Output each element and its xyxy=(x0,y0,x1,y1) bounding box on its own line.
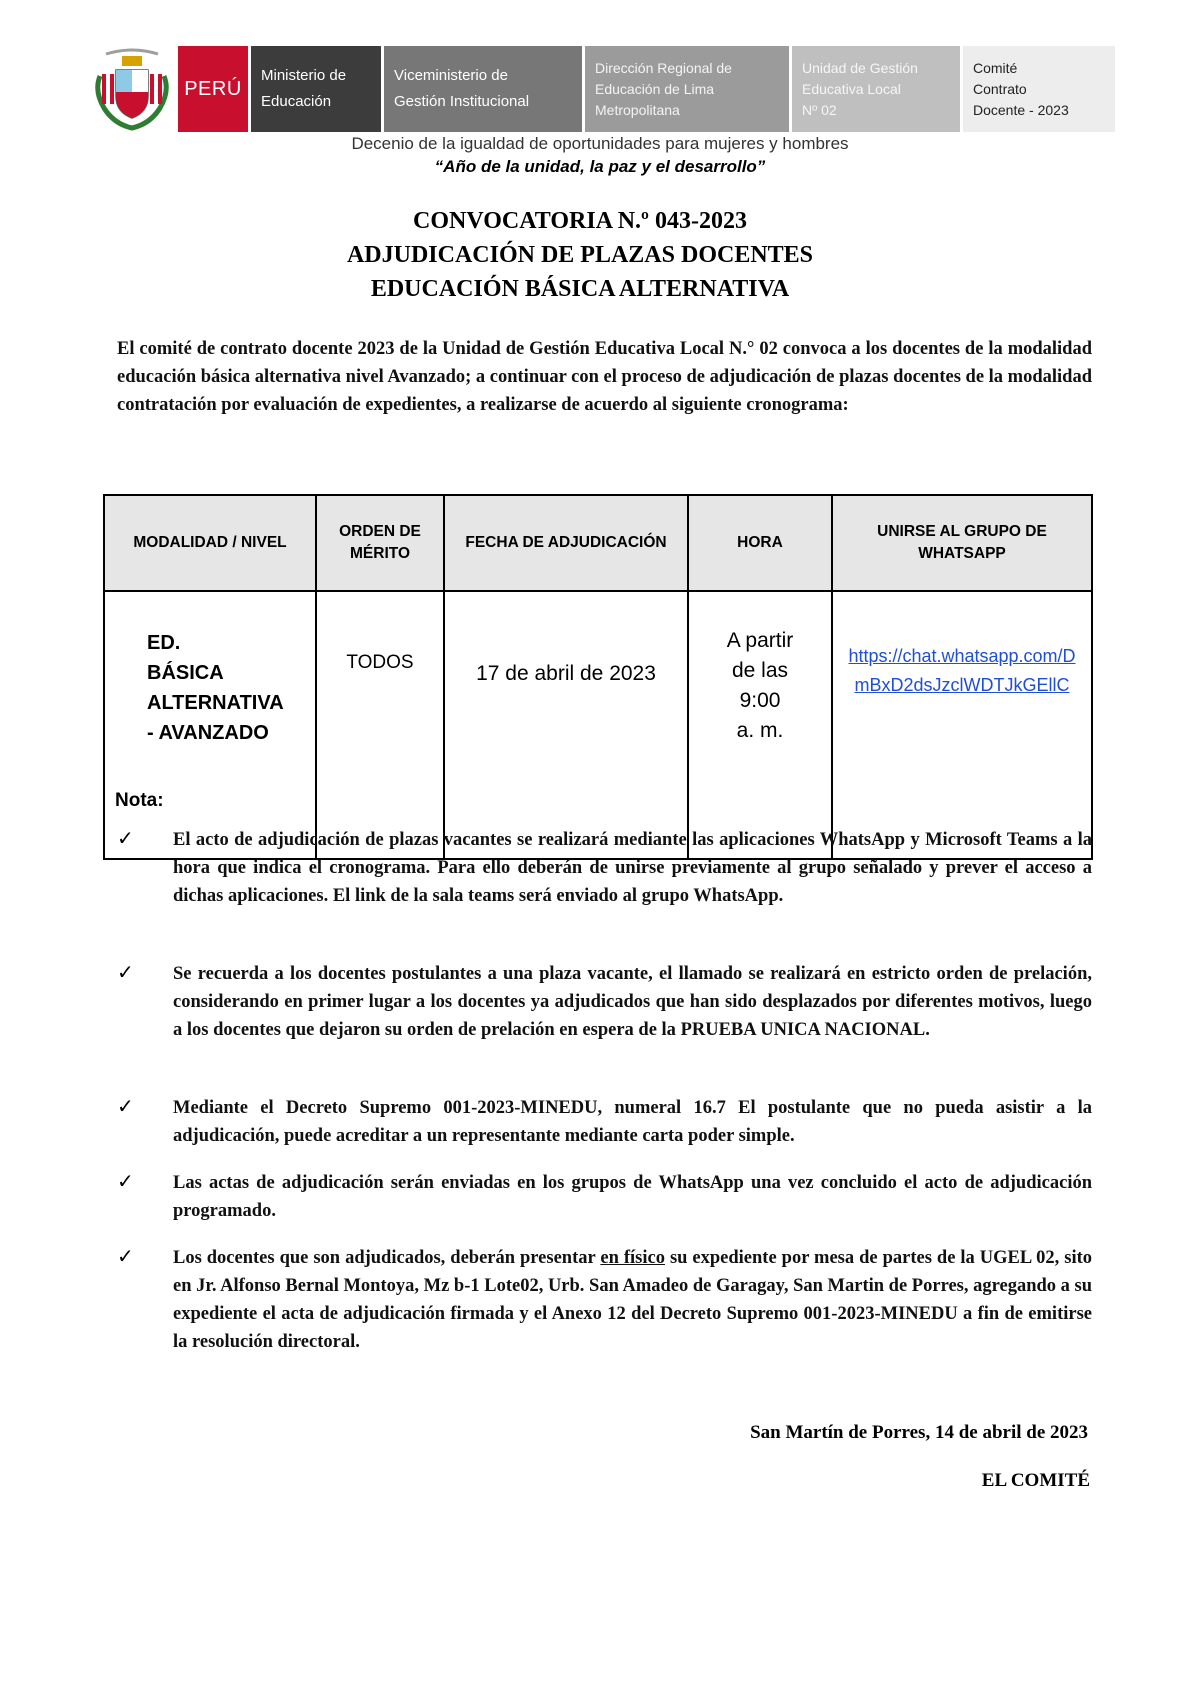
checkmark-icon: ✓ xyxy=(117,1169,134,1193)
header-whatsapp: UNIRSE AL GRUPO DE WHATSAPP xyxy=(832,495,1092,591)
cell-fecha: 17 de abril de 2023 xyxy=(444,591,688,859)
peru-label xyxy=(178,46,248,132)
coat-of-arms-logo xyxy=(92,46,172,132)
viceministry-box xyxy=(384,46,582,132)
checkmark-icon: ✓ xyxy=(117,1244,134,1268)
place-date: San Martín de Porres, 14 de abril de 2023 xyxy=(750,1422,1088,1443)
vice-line-2: Gestión Institucional xyxy=(394,93,530,110)
note-5-underlined: en físico xyxy=(600,1248,665,1268)
note-5-text: Los docentes que son adjudicados, deberán presentar xyxy=(173,1248,601,1268)
vice-line-1: Viceministerio de xyxy=(394,67,508,84)
header-hora: HORA xyxy=(688,495,832,591)
title-line-1: CONVOCATORIA N.º 043-2023 xyxy=(413,208,747,234)
checkmark-icon: ✓ xyxy=(117,960,134,984)
note-item-2 xyxy=(117,960,1092,1044)
drelm-line-1: Dirección Regional de xyxy=(595,59,732,76)
comite-line-3: Docente - 2023 xyxy=(973,101,1069,118)
hora-line-3: 9:00 xyxy=(739,689,781,712)
table-row xyxy=(104,591,1092,859)
note-2-emphasis: PRUEBA UNICA NACIONAL xyxy=(680,1020,926,1040)
comite-line-1: Comité xyxy=(973,59,1018,76)
note-text-5 xyxy=(173,1244,1092,1356)
table-header-row xyxy=(104,495,1092,591)
modalidad-line-1: ED. xyxy=(147,632,181,654)
header-orden: ORDEN DE MÉRITO xyxy=(316,495,444,591)
checkmark-icon: ✓ xyxy=(117,826,134,850)
cell-orden: TODOS xyxy=(316,591,444,859)
hora-line-1: A partir xyxy=(726,629,794,652)
checkmark-icon: ✓ xyxy=(117,1094,134,1118)
peru-shield-icon xyxy=(92,46,172,132)
whatsapp-group-link[interactable]: https://chat.whatsapp.com/DmBxD2dsJzclWDTJkGEllC xyxy=(848,646,1076,695)
intro-paragraph: El comité de contrato docente 2023 de la Unidad de Gestión Educativa Local N.° 02 convoca a los docentes de la modalidad educación básica alternativa nivel Avanzado; a continuar con el proceso de adjudicación de plazas docentes de la modalidad contratación por evaluación de expedientes, a realizarse de acuerdo al siguiente cronograma: xyxy=(117,339,1092,415)
drelm-box xyxy=(585,46,789,132)
decenio-text: Decenio de la igualdad de oportunidades para mujeres y hombres xyxy=(351,134,849,153)
ugel-line-2: Educativa Local xyxy=(802,80,901,97)
title-line-3: EDUCACIÓN BÁSICA ALTERNATIVA xyxy=(370,276,790,302)
note-item-1 xyxy=(117,826,1092,910)
note-2-text: Se recuerda a los docentes postulantes a una plaza vacante, el llamado se realizará en estricto orden de prelación, considerando en primer lugar a los docentes ya adjudicados que han sido desplazados por diferentes motivos, luego a los docentes que dejaron su orden de prelación en espera de la xyxy=(173,964,1092,1040)
note-item-3 xyxy=(117,1094,1092,1150)
peru-text: PERÚ xyxy=(184,77,242,100)
drelm-line-3: Metropolitana xyxy=(595,101,680,118)
document-title xyxy=(0,204,1160,306)
note-text-3: Mediante el Decreto Supremo 001-2023-MINEDU, numeral 16.7 El postulante que no pueda asistir a la adjudicación, puede acreditar a un representante mediante carta poder simple. xyxy=(173,1098,1092,1146)
modalidad-line-2: BÁSICA xyxy=(147,662,224,684)
ministry-line-1: Ministerio de xyxy=(261,67,347,84)
comite-box xyxy=(963,46,1115,132)
modalidad-line-4: - AVANZADO xyxy=(147,722,269,744)
cell-modalidad xyxy=(104,591,316,859)
cell-hora xyxy=(688,591,832,859)
ugel-line-1: Unidad de Gestión xyxy=(802,59,918,76)
note-text-1: El acto de adjudicación de plazas vacantes se realizará mediante las aplicaciones WhatsApp y Microsoft Teams a la hora que indica el cronograma. Para ello deberán de unirse previamente al grupo señalado y prever el acceso a dichas aplicaciones. El link de la sala teams será enviado al grupo WhatsApp. xyxy=(173,830,1092,906)
institution-header xyxy=(92,46,1115,132)
year-motto: “Año de la unidad, la paz y el desarrollo” xyxy=(434,157,766,176)
header-fecha: FECHA DE ADJUDICACIÓN xyxy=(444,495,688,591)
ugel-line-3: Nº 02 xyxy=(802,101,837,118)
notes-title: Nota: xyxy=(115,790,164,811)
ministry-line-2: Educación xyxy=(261,93,332,110)
note-item-4 xyxy=(117,1169,1092,1225)
schedule-table xyxy=(103,494,1093,860)
cell-whatsapp xyxy=(832,591,1092,859)
ministry-box xyxy=(251,46,381,132)
signature-label: EL COMITÉ xyxy=(981,1470,1090,1491)
header-modalidad: MODALIDAD / NIVEL xyxy=(104,495,316,591)
note-item-5 xyxy=(117,1244,1092,1356)
note-text-2 xyxy=(173,960,1092,1044)
title-line-2: ADJUDICACIÓN DE PLAZAS DOCENTES xyxy=(346,242,814,268)
ugel-box xyxy=(792,46,960,132)
comite-line-2: Contrato xyxy=(973,80,1027,97)
note-text-4: Las actas de adjudicación serán enviadas en los grupos de WhatsApp una vez concluido el acto de adjudicación programado. xyxy=(173,1173,1092,1221)
note-2-end: . xyxy=(925,1020,930,1040)
hora-line-2: de las xyxy=(731,659,789,682)
hora-line-4: a. m. xyxy=(736,719,784,742)
modalidad-line-3: ALTERNATIVA xyxy=(147,692,284,714)
drelm-line-2: Educación de Lima xyxy=(595,80,715,97)
note-5-end: su expediente por mesa de partes de la UGEL 02, sito en Jr. Alfonso Bernal Montoya, Mz b-1 Lote02, Urb. San Amadeo de Garagay, San Martin de Porres, agregando a su expediente el acta de adjudicación firmada y el Anexo 12 del Decreto Supremo 001-2023-MINEDU a fin de emitirse la resolución directoral. xyxy=(173,1248,1093,1352)
